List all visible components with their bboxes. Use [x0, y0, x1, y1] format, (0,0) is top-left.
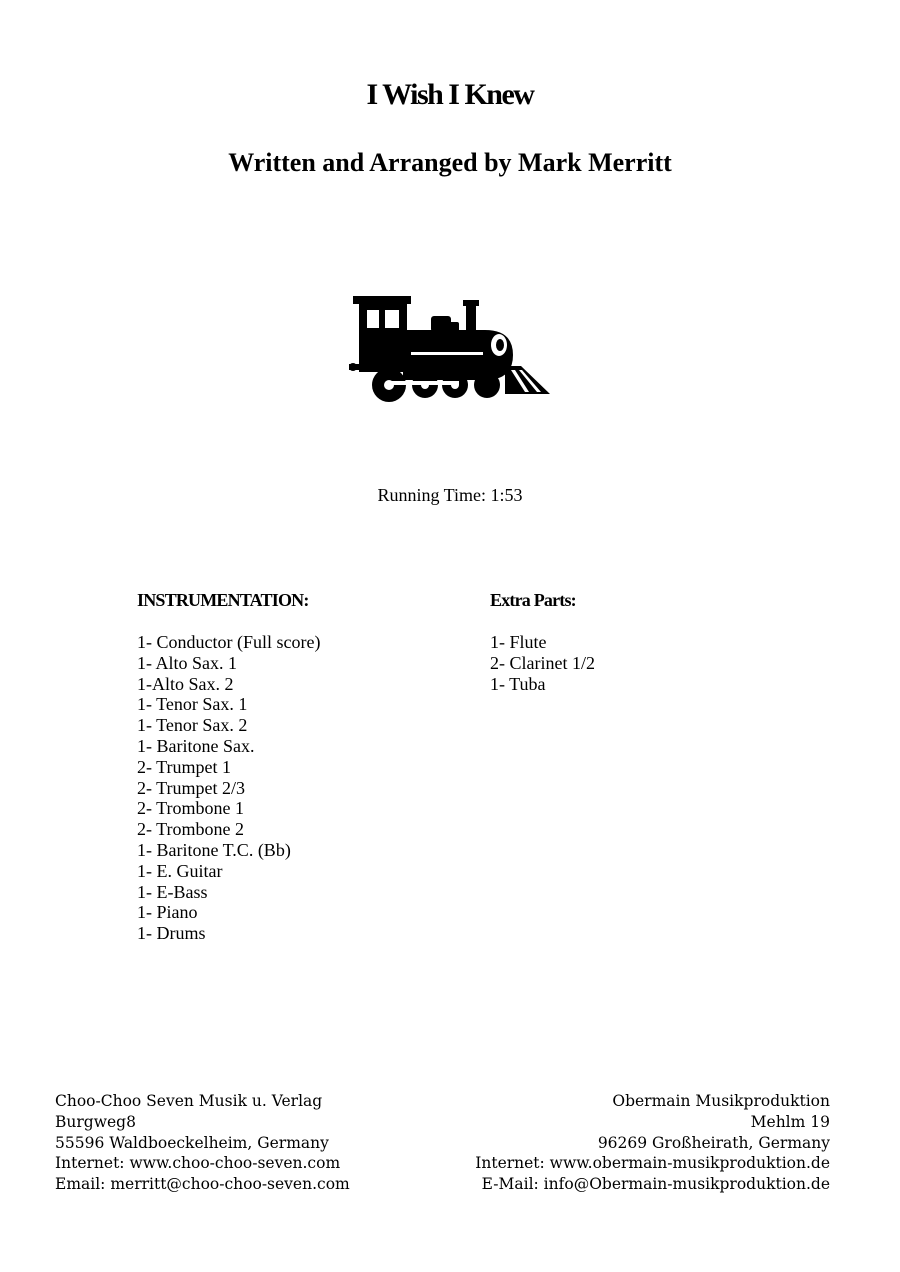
list-item: 1-Alto Sax. 2	[137, 673, 234, 694]
list-item: 1- Tenor Sax. 2	[137, 715, 248, 736]
list-item: 1- Tenor Sax. 1	[137, 694, 248, 715]
publisher-name: Obermain Musikproduktion	[612, 1092, 830, 1110]
list-item: 1- Alto Sax. 1	[137, 652, 238, 673]
list-item: 2- Trombone 2	[137, 819, 245, 840]
extra-parts-list	[490, 632, 595, 694]
instrumentation-heading: INSTRUMENTATION:	[137, 590, 309, 610]
publisher-city: 55596 Waldboeckelheim, Germany	[55, 1133, 329, 1152]
list-item: 2- Clarinet 1/2	[490, 652, 595, 673]
list-item: 1- Conductor (Full score)	[137, 632, 321, 652]
list-item: 2- Trombone 1	[137, 798, 245, 819]
list-item: 1- Tuba	[490, 673, 546, 694]
publisher-address-left	[55, 1091, 350, 1195]
steam-locomotive-icon	[345, 290, 555, 405]
publisher-website: Internet: www.obermain-musikproduktion.de	[475, 1154, 830, 1173]
list-item: 1- Flute	[490, 632, 547, 652]
list-item: 2- Trumpet 2/3	[137, 777, 246, 798]
publisher-website: Internet: www.choo-choo-seven.com	[55, 1154, 341, 1173]
instrumentation-list	[137, 632, 320, 944]
extra-parts-heading: Extra Parts:	[490, 590, 576, 610]
publisher-email: E-Mail: info@Obermain-musikproduktion.de	[481, 1175, 830, 1194]
extra-parts-section	[490, 590, 595, 694]
list-item: 1- Baritone Sax.	[137, 735, 255, 756]
publisher-street: Burgweg8	[55, 1112, 136, 1131]
publisher-city: 96269 Großheirath, Germany	[597, 1133, 830, 1152]
page-subtitle: Written and Arranged by Mark Merritt	[228, 148, 672, 177]
publisher-street: Mehlm 19	[750, 1112, 830, 1131]
list-item: 1- Drums	[137, 923, 206, 944]
list-item: 2- Trumpet 1	[137, 756, 232, 777]
instrumentation-section	[137, 590, 320, 944]
list-item: 1- Baritone T.C. (Bb)	[137, 839, 291, 860]
list-item: 1- E. Guitar	[137, 860, 223, 881]
running-time: Running Time: 1:53	[377, 485, 523, 505]
publisher-address-right	[475, 1091, 830, 1195]
publisher-email: Email: merritt@choo-choo-seven.com	[55, 1175, 350, 1194]
publisher-name: Choo-Choo Seven Musik u. Verlag	[55, 1092, 323, 1110]
list-item: 1- Piano	[137, 902, 198, 923]
list-item: 1- E-Bass	[137, 881, 208, 902]
page-title: I Wish I Knew	[366, 78, 534, 111]
